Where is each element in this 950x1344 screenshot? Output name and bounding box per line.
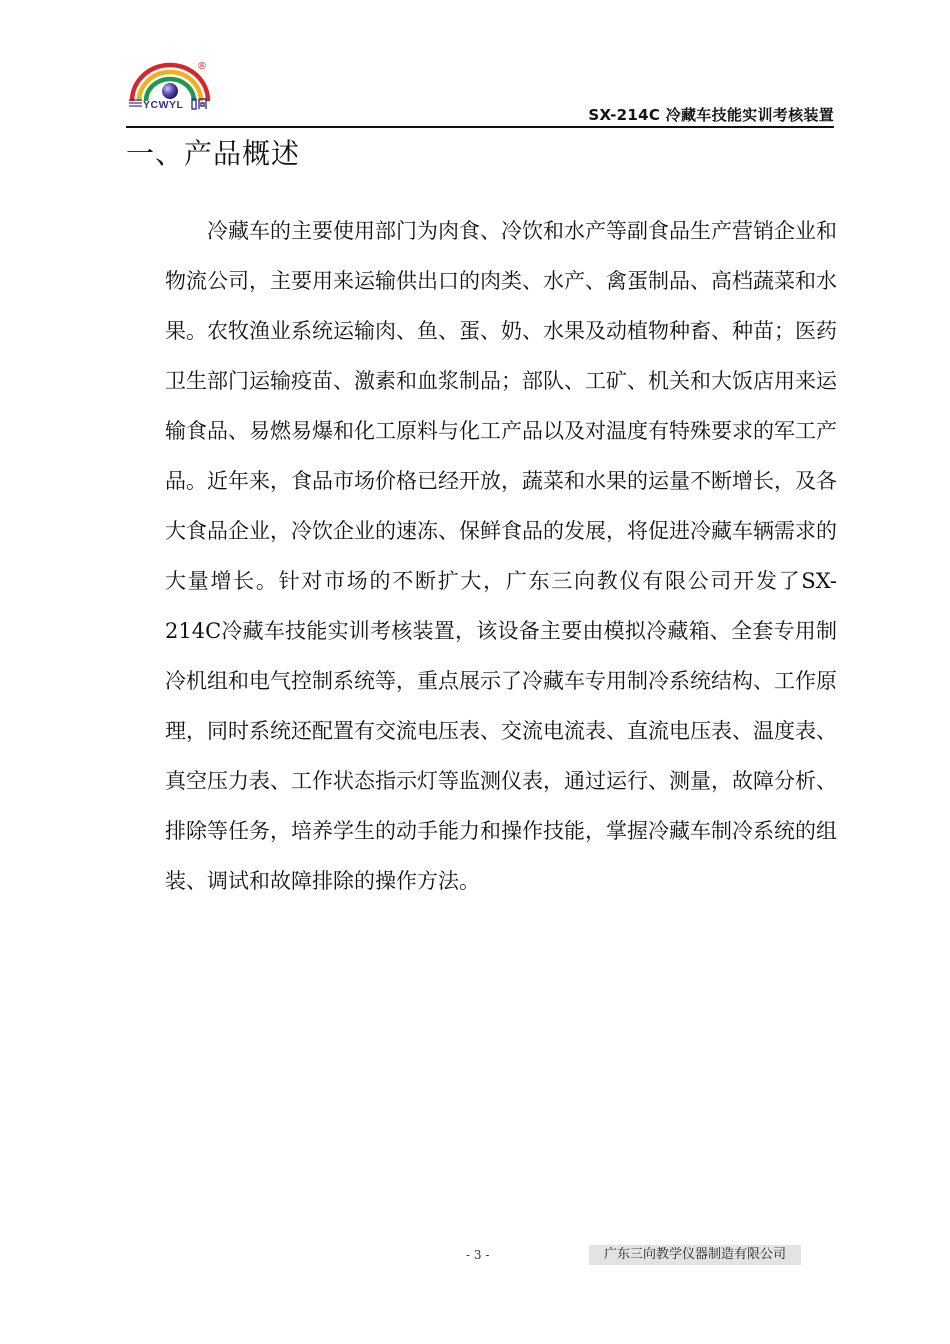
body-paragraph: 冷藏车的主要使用部门为肉食、冷饮和水产等副食品生产营销企业和物流公司，主要用来运输供出口的肉类、水产、禽蛋制品、高档蔬菜和水果。农牧渔业系统运输肉、鱼、蛋、奶、水果及动植物种畜、种苗；医药卫生部门运输疫苗、激素和血浆制品；部队、工矿、机关和大饭店用来运输食品、易燃易爆和化工原料与化工产品以及对温度有特殊要求的军工产品。近年来，食品市场价格已经开放，蔬菜和水果的运量不断增长，及各大食品企业，冷饮企业的速冻、保鲜食品的发展，将促进冷藏车辆需求的大量增长。针对市场的不断扩大，广东三向教仪有限公司开发了SX-214C冷藏车技能实训考核装置，该设备主要由模拟冷藏箱、全套专用制冷机组和电气控制系统等，重点展示了冷藏车专用制冷系统结构、工作原理，同时系统还配置有交流电压表、交流电流表、直流电压表、温度表、真空压力表、工作状态指示灯等监测仪表，通过运行、测量，故障分析、排除等任务，培养学生的动手能力和操作技能，掌握冷藏车制冷系统的组装、调试和故障排除的操作方法。 xyxy=(165,219,837,893)
page-number: - 3 - xyxy=(466,1248,490,1262)
logo-sphere xyxy=(162,83,178,99)
company-logo xyxy=(126,55,226,117)
section-heading: 一、产品概述 xyxy=(126,137,301,170)
rainbow-sphere-logo-icon xyxy=(126,55,226,117)
logo-text: YCWYL xyxy=(143,99,184,111)
header-divider xyxy=(126,126,834,128)
document-title: SX-214C 冷藏车技能实训考核装置 xyxy=(588,106,834,124)
registered-mark: ® xyxy=(197,61,207,72)
footer-company-name: 广东三向教学仪器制造有限公司 xyxy=(589,1245,801,1265)
